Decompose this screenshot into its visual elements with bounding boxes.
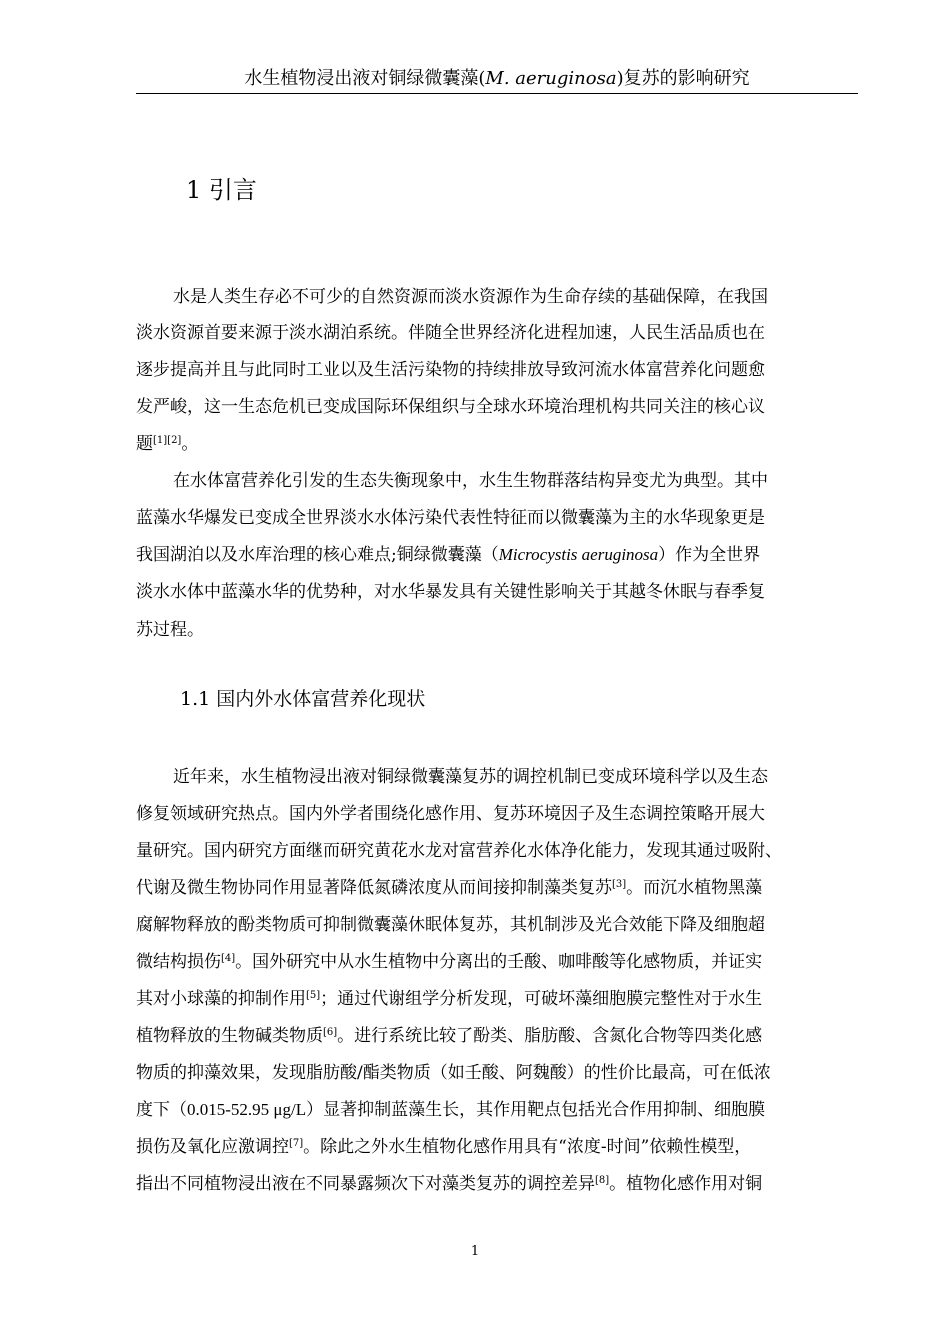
text-run: 。除此之外水生植物化感作用具有“浓度-时间”依赖性模型，: [303, 1137, 752, 1157]
concentration-range: 0.015-52.95 μg/L: [187, 1100, 307, 1119]
text-run: 指出不同植物浸出液在不同暴露频次下对藻类复苏的调控差异: [136, 1174, 595, 1194]
text-line: 在水体富营养化引发的生态失衡现象中，水生生物群落结构异变尤为典型。其中: [173, 471, 768, 491]
text-line: 近年来，水生植物浸出液对铜绿微囊藻复苏的调控机制已变成环境科学以及生态: [173, 767, 768, 787]
text-run: 植物释放的生物碱类物质: [136, 1026, 323, 1046]
text-line: [136, 1170, 860, 1198]
text-run: 我国湖泊以及水库治理的核心难点;铜绿微囊藻（: [136, 545, 499, 565]
text-line: 发严峻，这一生态危机已变成国际环保组织与全球水环境治理机构共同关注的核心议: [136, 397, 765, 417]
citation-ref: [3]: [612, 879, 627, 890]
text-line: 水是人类生存必不可少的自然资源而淡水资源作为生命存续的基础保障，在我国: [173, 287, 768, 307]
header-species-name: M. aeruginosa: [485, 68, 617, 89]
text-line: 腐解物释放的酚类物质可抑制微囊藻休眠体复苏，其机制涉及光合效能下降及细胞超: [136, 915, 765, 935]
text-run: 微结构损伤: [136, 952, 221, 972]
text-line: 修复领域研究热点。国内外学者围绕化感作用、复苏环境因子及生态调控策略开展大: [136, 804, 765, 824]
citation-ref: [4]: [221, 953, 236, 964]
text-run: 。进行系统比较了酚类、脂肪酸、含氮化合物等四类化感: [337, 1026, 763, 1046]
text-line: [136, 1022, 860, 1050]
citation-ref: [7]: [289, 1138, 304, 1149]
page-number: 1: [470, 1244, 480, 1259]
text-line: [136, 430, 860, 458]
running-header: [136, 66, 858, 92]
text-line: 淡水水体中蓝藻水华的优势种，对水华暴发具有关键性影响关于其越冬休眠与春季复: [136, 582, 765, 602]
text-line: 物质的抑藻效果，发现脂肪酸/酯类物质（如壬酸、阿魏酸）的性价比最高，可在低浓: [136, 1063, 771, 1083]
text-line: 量研究。国内研究方面继而研究黄花水龙对富营养化水体净化能力，发现其通过吸附、: [136, 841, 782, 861]
text-run: ）作为全世界: [658, 545, 761, 565]
text-line: 淡水资源首要来源于淡水湖泊系统。伴随全世界经济化进程加速，人民生活品质也在: [136, 323, 765, 343]
citation-ref: [5]: [306, 990, 321, 1001]
citation-ref: [6]: [323, 1027, 338, 1038]
subsection-heading: 1.1 国内外水体富营养化现状: [180, 688, 426, 710]
text-line: [136, 948, 860, 976]
text-line: [136, 874, 860, 902]
text-run: 。: [181, 434, 199, 454]
text-run: 。植物化感作用对铜: [609, 1174, 763, 1194]
text-line: [136, 1133, 860, 1161]
text-run: 其对小球藻的抑制作用: [136, 989, 306, 1009]
header-text-start: 水生植物浸出液对铜绿微囊藻(: [244, 68, 486, 89]
text-run: 。国外研究中从水生植物中分离出的壬酸、咖啡酸等化感物质，并证实: [235, 952, 763, 972]
text-line: 苏过程。: [136, 620, 204, 640]
text-line: [136, 541, 860, 569]
text-line: 逐步提高并且与此同时工业以及生活污染物的持续排放导致河流水体富营养化问题愈: [136, 360, 765, 380]
section-heading: 1 引言: [186, 176, 257, 204]
text-line: 蓝藻水华爆发已变成全世界淡水水体污染代表性特征而以微囊藻为主的水华现象更是: [136, 508, 765, 528]
text-run: 代谢及微生物协同作用显著降低氮磷浓度从而间接抑制藻类复苏: [136, 878, 612, 898]
text-run: 损伤及氧化应激调控: [136, 1137, 289, 1157]
text-run: ）显著抑制蓝藻生长，其作用靶点包括光合作用抑制、细胞膜: [306, 1100, 766, 1120]
citation-ref: [8]: [595, 1175, 610, 1186]
text-run: 度下（: [136, 1100, 187, 1120]
text-run: 。而沉水植物黑藻: [626, 878, 763, 898]
text-run: ；通过代谢组学分析发现，可破坏藻细胞膜完整性对于水生: [320, 989, 763, 1009]
text-line: [136, 1096, 860, 1124]
text-line: [136, 985, 860, 1013]
header-divider: [136, 93, 858, 94]
citation-ref: [1][2]: [153, 435, 182, 446]
text-run: 题: [136, 434, 153, 454]
species-name: Microcystis aeruginosa: [498, 545, 659, 564]
header-text-end: )复苏的影响研究: [616, 68, 750, 89]
